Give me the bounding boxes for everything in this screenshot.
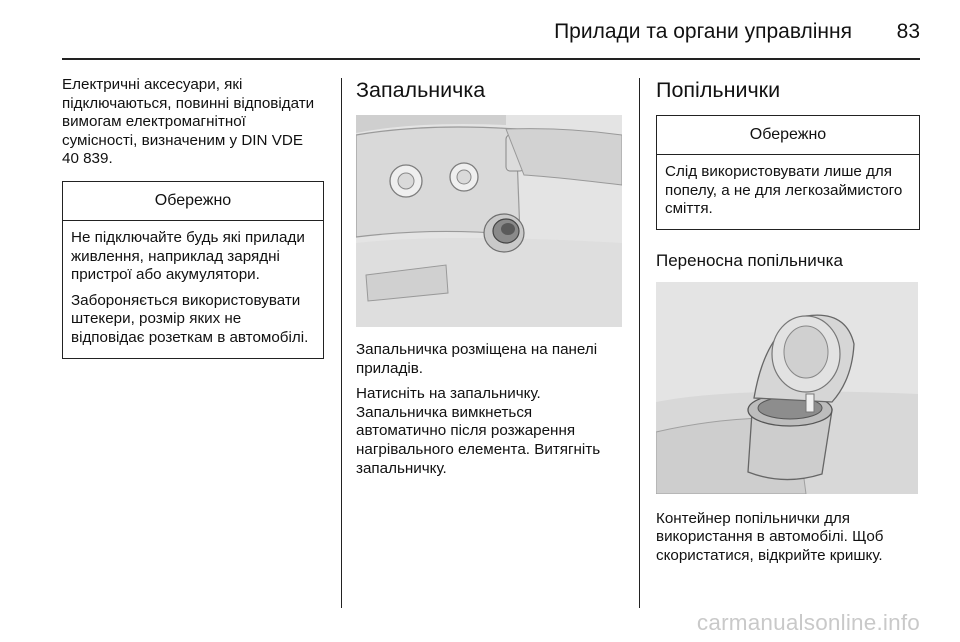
- warning-paragraph-2: Забороняється використовувати штекери, розмір яких не відповідає розеткам в автомобілі.: [71, 291, 309, 346]
- column-divider-left: [341, 78, 342, 608]
- ashtray-warning-title: Обережно: [657, 116, 919, 155]
- ashtray-warning-box: [656, 115, 920, 230]
- column-left: [62, 76, 324, 359]
- ashtray-instructions: Контейнер попільнички для використання в автомобілі. Щоб скористатися, відкрийте кришку.: [656, 509, 884, 564]
- section-title-ashtrays: Попільнички: [656, 78, 781, 102]
- watermark: carmanualsonline.info: [696, 610, 920, 635]
- header-rule: [62, 58, 920, 60]
- cigarette-lighter-illustration: [356, 115, 622, 327]
- page-header: [0, 0, 960, 62]
- subsection-title-portable-ashtray: Переносна попільничка: [656, 250, 843, 270]
- header-title: Прилади та органи управління: [554, 20, 852, 43]
- section-title-lighter: Запальничка: [356, 78, 486, 102]
- lighter-caption: Запальничка розміщена на панелі приладів.: [356, 341, 598, 377]
- page-number: 83: [896, 20, 920, 43]
- portable-ashtray-illustration: [656, 282, 918, 494]
- warning-paragraph-1: Не підключайте будь які прилади живлення, наприклад зарядні пристрої або акумулятори.: [71, 228, 305, 284]
- lighter-instructions: Натисніть на запальничку. Запальничка вимкнеться автоматично після розжарення нагрівального елемента. Витягніть запальничку.: [356, 385, 601, 477]
- ashtray-warning-text: Слід використовувати лише для попелу, а не для легкозаймистого сміття.: [665, 163, 903, 218]
- intro-paragraph: Електричні аксесуари, які підключаються, повинні відповідати вимогам електромагнітної сумісності, визначеним у DIN VDE 40 839.: [62, 76, 315, 168]
- column-right: [656, 76, 920, 566]
- ashtray-warning-body: [657, 155, 919, 229]
- warning-box: [62, 181, 324, 359]
- column-middle: [356, 76, 626, 478]
- warning-body: [63, 221, 323, 358]
- warning-title: Обережно: [63, 182, 323, 221]
- column-divider-right: [639, 78, 640, 608]
